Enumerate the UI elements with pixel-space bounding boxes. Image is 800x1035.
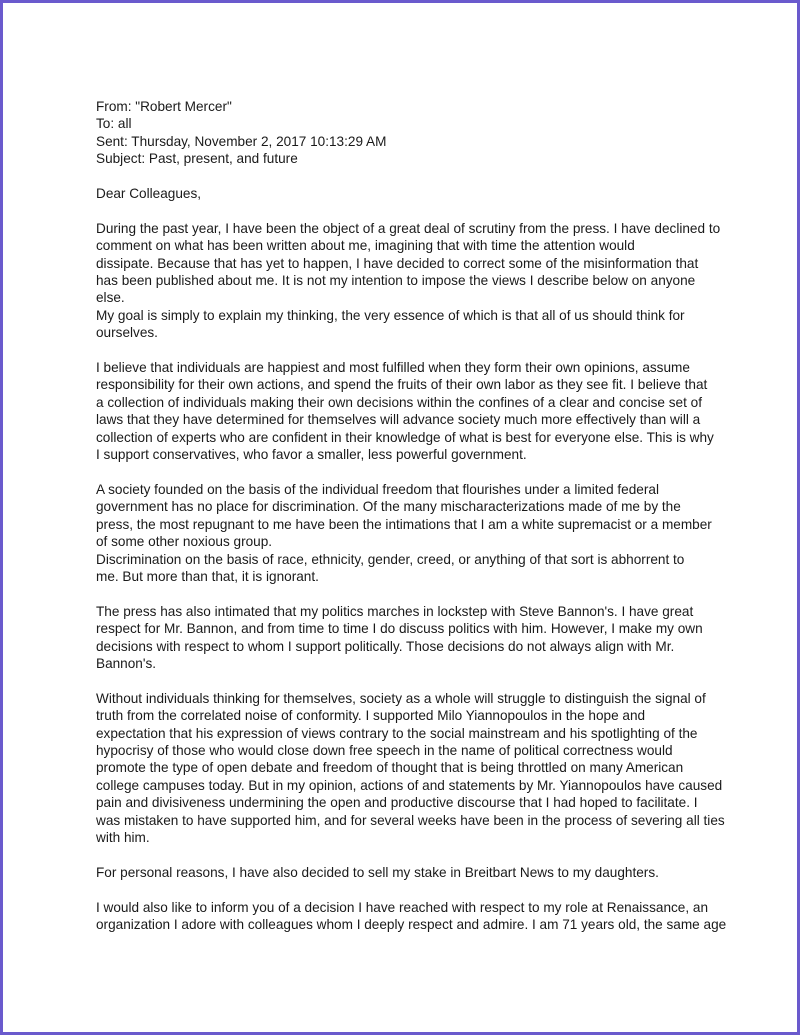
paragraph-line: hypocrisy of those who would close down free speech in the name of political correctness would bbox=[96, 742, 673, 758]
paragraph-line: college campuses today. But in my opinion, actions of and statements by Mr. Yiannopoulos have caused bbox=[96, 777, 723, 793]
header-sent: Sent: Thursday, November 2, 2017 10:13:29 AM bbox=[96, 133, 387, 149]
paragraph-line: else. bbox=[96, 290, 125, 306]
paragraph-line: a collection of individuals making their own decisions within the confines of a clear and concise set of bbox=[96, 394, 703, 410]
spacer bbox=[96, 463, 731, 480]
paragraph bbox=[96, 899, 731, 934]
email-header bbox=[96, 98, 731, 168]
paragraph bbox=[96, 359, 731, 463]
paragraph-line: I support conservatives, who favor a smaller, less powerful government. bbox=[96, 447, 527, 463]
spacer bbox=[96, 672, 731, 689]
paragraph-line: Without individuals thinking for themselves, society as a whole will struggle to distinguish the signal of bbox=[96, 690, 706, 706]
paragraph bbox=[96, 603, 731, 673]
paragraph-line: respect for Mr. Bannon, and from time to time I do discuss politics with him. However, I make my own bbox=[96, 621, 703, 637]
paragraph-line: has been published about me. It is not my intention to impose the views I describe below on anyone bbox=[96, 273, 696, 289]
paragraph-line: During the past year, I have been the object of a great deal of scrutiny from the press. I have declined to bbox=[96, 220, 721, 236]
paragraph-line: dissipate. Because that has yet to happen, I have decided to correct some of the misinformation that bbox=[96, 255, 699, 271]
paragraph-line: expectation that his expression of views contrary to the social mainstream and his spotlighting of the bbox=[96, 725, 698, 741]
paragraph-line: A society founded on the basis of the individual freedom that flourishes under a limited federal bbox=[96, 481, 659, 497]
spacer bbox=[96, 881, 731, 898]
spacer bbox=[96, 168, 731, 185]
header-from: From: "Robert Mercer" bbox=[96, 99, 232, 114]
paragraph-line: Bannon's. bbox=[96, 655, 157, 671]
letter-body bbox=[96, 220, 731, 934]
paragraph-line: laws that they have determined for themselves will advance society much more effectively than will a bbox=[96, 412, 701, 428]
paragraph-line: responsibility for their own actions, and spend the fruits of their own labor as they see fit. I believe that bbox=[96, 377, 708, 393]
paragraph bbox=[96, 220, 731, 342]
spacer bbox=[96, 585, 731, 602]
paragraph-line: decisions with respect to whom I support politically. Those decisions do not always align with Mr. bbox=[96, 638, 675, 654]
paragraph-line: ourselves. bbox=[96, 325, 158, 341]
email-letter bbox=[96, 98, 731, 933]
header-to: To: all bbox=[96, 116, 132, 132]
spacer bbox=[96, 342, 731, 359]
paragraph bbox=[96, 690, 731, 847]
paragraph-line: was mistaken to have supported him, and for several weeks have been in the process of severing all ties bbox=[96, 812, 725, 828]
paragraph-line: pain and divisiveness undermining the open and productive discourse that I had hoped to facilitate. I bbox=[96, 795, 698, 811]
header-subject: Subject: Past, present, and future bbox=[96, 151, 298, 167]
spacer bbox=[96, 202, 731, 219]
paragraph-line: press, the most repugnant to me have been the intimations that I am a white supremacist or a member bbox=[96, 516, 712, 532]
paragraph-line: comment on what has been written about me, imagining that with time the attention would bbox=[96, 238, 635, 254]
paragraph-line: collection of experts who are confident in their knowledge of what is best for everyone else. This is why bbox=[96, 429, 714, 445]
paragraph-line: For personal reasons, I have also decided to sell my stake in Breitbart News to my daughters. bbox=[96, 864, 659, 880]
paragraph bbox=[96, 864, 731, 881]
paragraph-line: I would also like to inform you of a decision I have reached with respect to my role at Renaissance, an bbox=[96, 899, 709, 915]
paragraph-line: with him. bbox=[96, 829, 150, 845]
paragraph-line: My goal is simply to explain my thinking, the very essence of which is that all of us should think for bbox=[96, 307, 685, 323]
paragraph-line: government has no place for discrimination. Of the many mischaracterizations made of me by the bbox=[96, 499, 681, 515]
paragraph-line: Discrimination on the basis of race, ethnicity, gender, creed, or anything of that sort is abhorrent to bbox=[96, 551, 685, 567]
paragraph-line: promote the type of open debate and freedom of thought that is being throttled on many American bbox=[96, 760, 684, 776]
paragraph-line: organization I adore with colleagues whom I deeply respect and admire. I am 71 years old, the same age bbox=[96, 916, 727, 932]
paragraph bbox=[96, 481, 731, 585]
greeting: Dear Colleagues, bbox=[96, 186, 202, 202]
paragraph-line: I believe that individuals are happiest and most fulfilled when they form their own opinions, assume bbox=[96, 360, 690, 376]
paragraph-line: me. But more than that, it is ignorant. bbox=[96, 568, 319, 584]
spacer bbox=[96, 846, 731, 863]
paragraph-line: The press has also intimated that my politics marches in lockstep with Steve Bannon's. I have great bbox=[96, 603, 694, 619]
paragraph-line: truth from the correlated noise of conformity. I supported Milo Yiannopoulos in the hope and bbox=[96, 708, 646, 724]
paragraph-line: of some other noxious group. bbox=[96, 534, 273, 550]
